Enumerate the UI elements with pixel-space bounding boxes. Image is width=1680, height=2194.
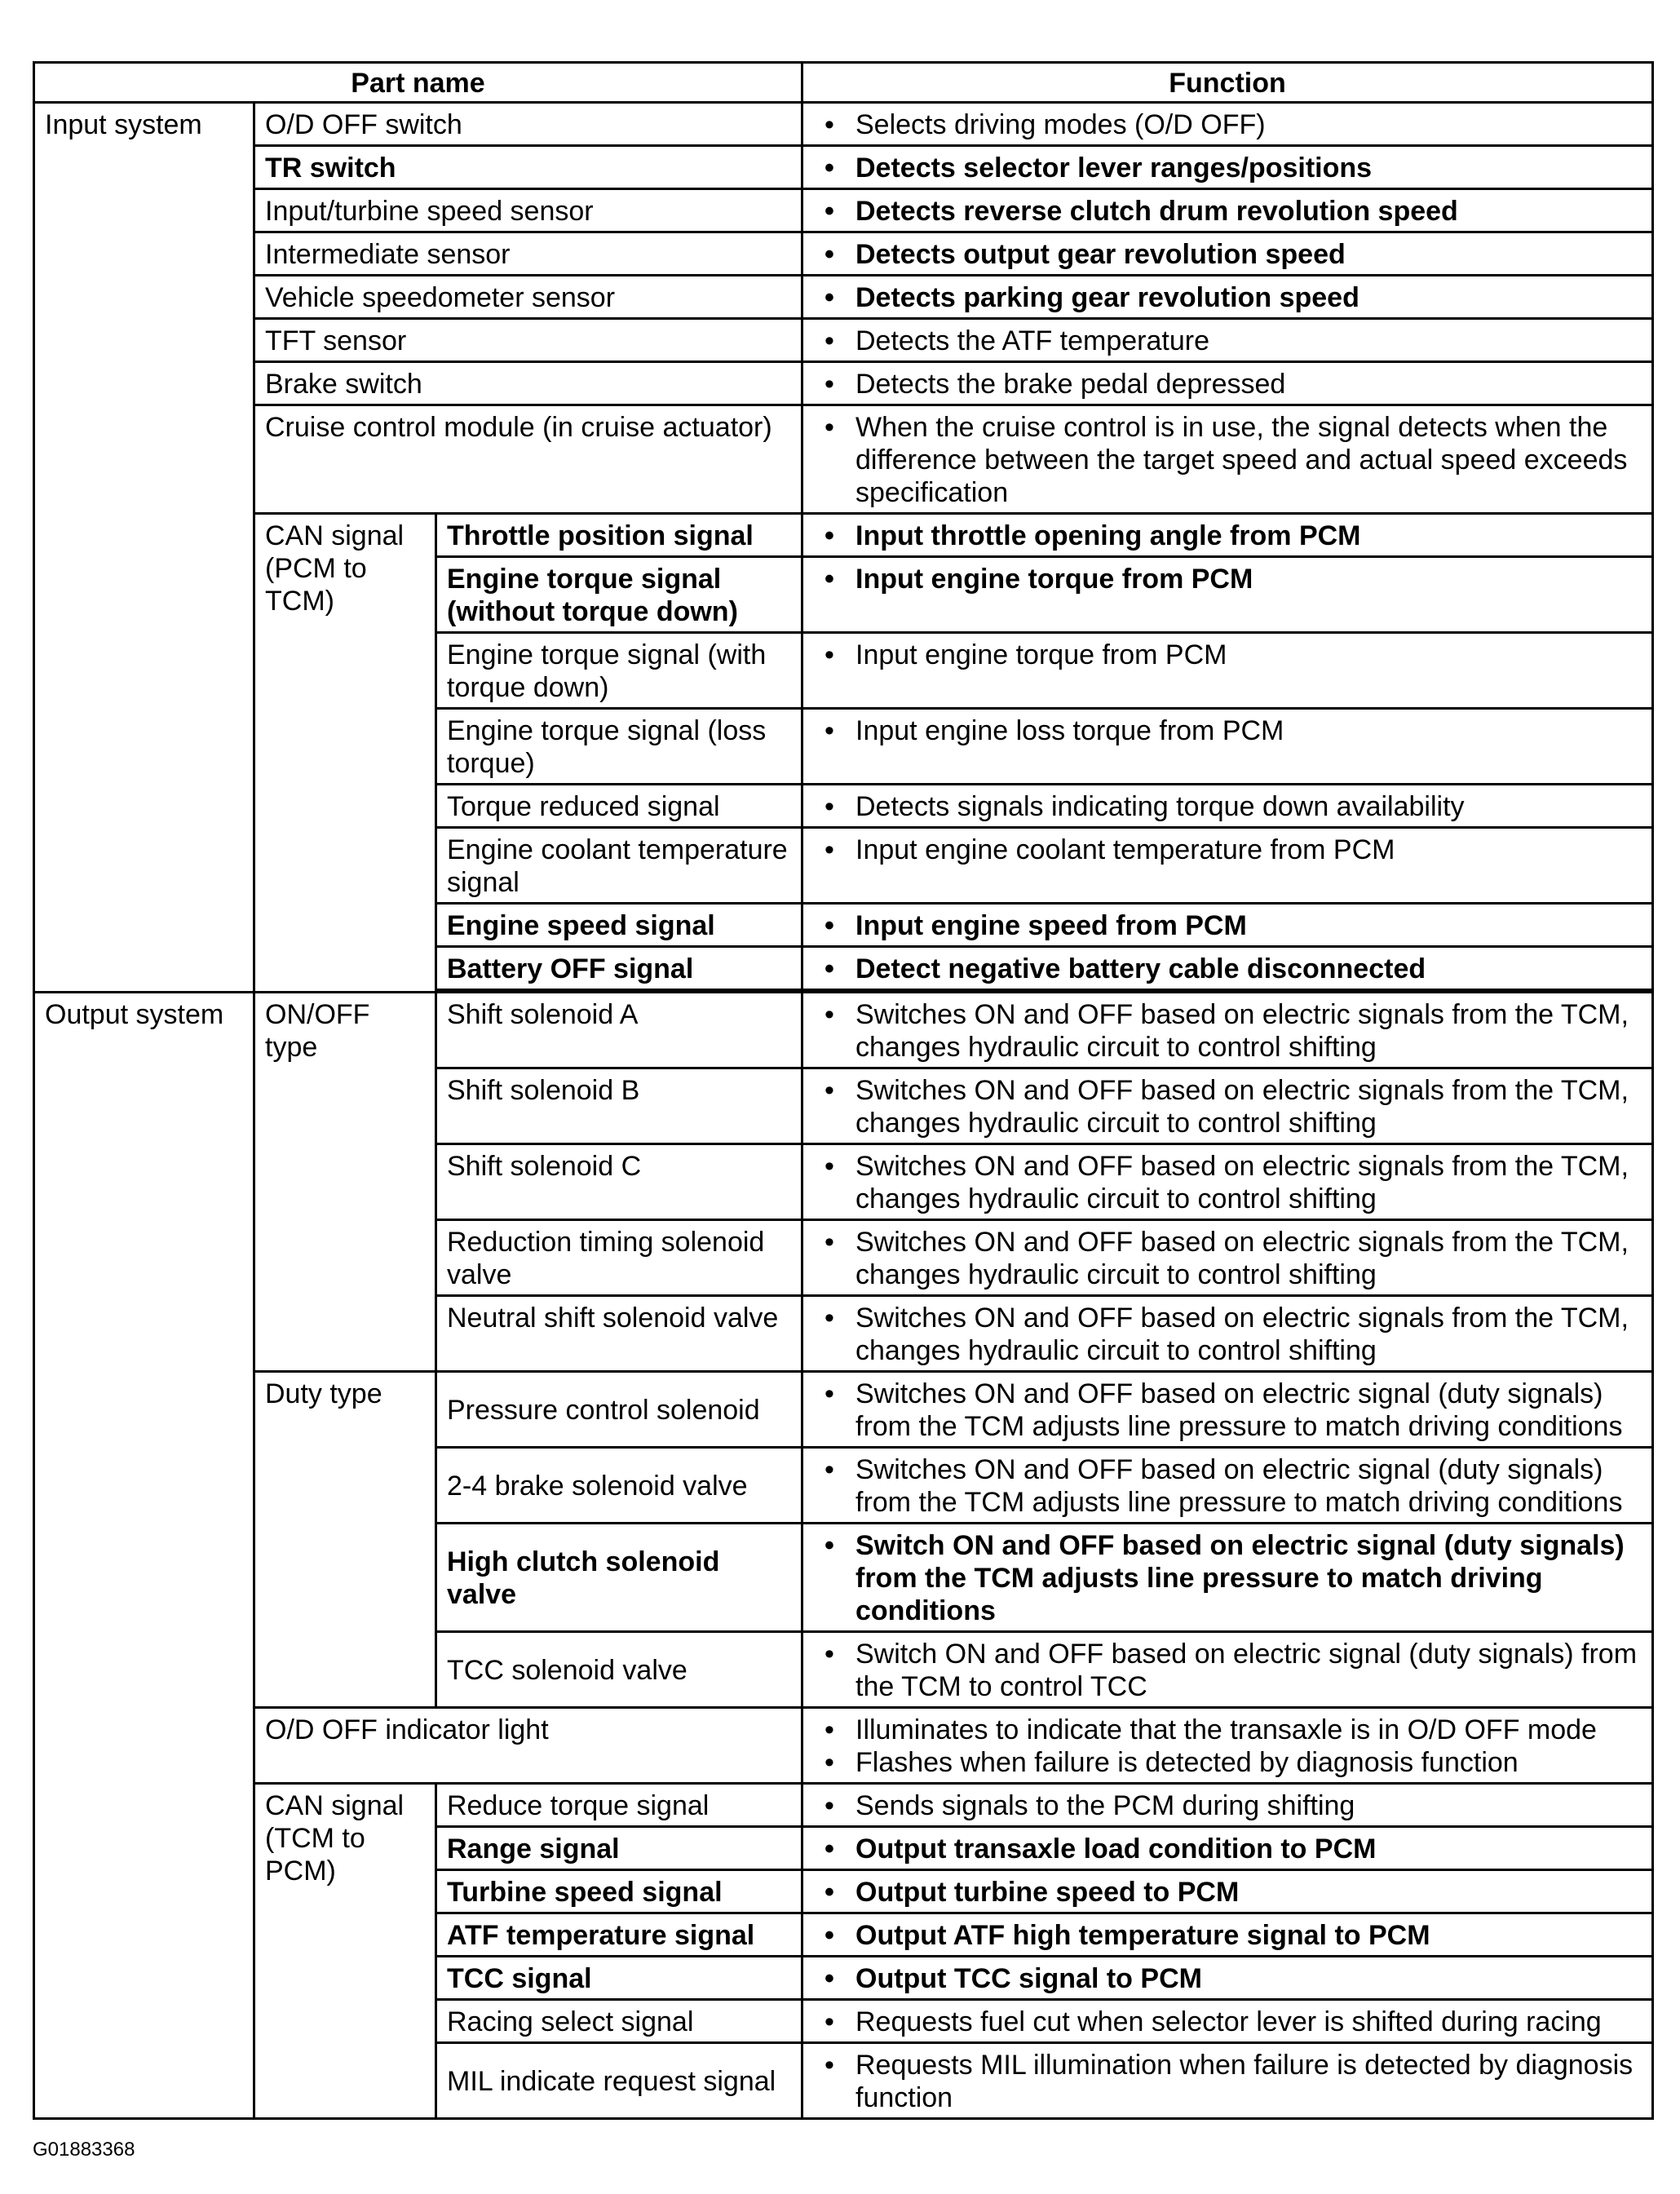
function-cell: [802, 1827, 1653, 1870]
part-cell: O/D OFF switch: [254, 103, 802, 146]
function-item: • Detects reverse clutch drum revolution speed: [813, 195, 1643, 228]
function-cell: [802, 1372, 1653, 1448]
part-cell: Racing select signal: [436, 2000, 802, 2043]
part-cell: Battery OFF signal: [436, 947, 802, 990]
table-row: [34, 1708, 1653, 1784]
function-cell: [802, 232, 1653, 276]
table-row: [34, 146, 1653, 189]
function-item: • Requests MIL illumination when failure is detected by diagnosis function: [813, 2049, 1643, 2114]
header-row: [34, 63, 1653, 103]
function-cell: [802, 1913, 1653, 1957]
function-cell: [802, 1708, 1653, 1784]
function-cell: [802, 1144, 1653, 1220]
function-item: • Switches ON and OFF based on electric signal (duty signals) from the TCM adjusts line pressure to match driving conditions: [813, 1453, 1643, 1519]
function-item: • Input engine loss torque from PCM: [813, 714, 1643, 747]
function-cell: [802, 362, 1653, 405]
table-row: [34, 362, 1653, 405]
part-cell: Engine speed signal: [436, 904, 802, 947]
table-row: [34, 993, 1653, 1068]
function-item: • Switch ON and OFF based on electric signal (duty signals) from the TCM to control TCC: [813, 1638, 1643, 1703]
function-cell: [802, 2000, 1653, 2043]
function-cell: [802, 103, 1653, 146]
function-item: • Detects the brake pedal depressed: [813, 368, 1643, 400]
function-cell: [802, 993, 1653, 1068]
function-item: • Illuminates to indicate that the transaxle is in O/D OFF mode: [813, 1714, 1643, 1746]
function-cell: [802, 785, 1653, 828]
table-row: [34, 232, 1653, 276]
function-cell: [802, 1632, 1653, 1708]
function-item: • Input engine coolant temperature from PCM: [813, 834, 1643, 866]
function-cell: [802, 319, 1653, 362]
function-item: • Selects driving modes (O/D OFF): [813, 108, 1643, 141]
function-item: • Switches ON and OFF based on electric signals from the TCM, changes hydraulic circuit to control shifting: [813, 1302, 1643, 1367]
function-item: • Switches ON and OFF based on electric signal (duty signals) from the TCM adjusts line pressure to match driving conditions: [813, 1378, 1643, 1443]
function-cell: [802, 1524, 1653, 1632]
part-cell: Turbine speed signal: [436, 1870, 802, 1913]
function-cell: [802, 2043, 1653, 2119]
table-row: [34, 1784, 1653, 1827]
part-cell: Shift solenoid C: [436, 1144, 802, 1220]
part-cell: Reduce torque signal: [436, 1784, 802, 1827]
part-cell: 2-4 brake solenoid valve: [436, 1448, 802, 1524]
output-system-label: Output system: [34, 993, 254, 2119]
function-item: • Input throttle opening angle from PCM: [813, 520, 1643, 552]
function-item: • Output turbine speed to PCM: [813, 1876, 1643, 1909]
part-cell: TFT sensor: [254, 319, 802, 362]
function-item: • Detect negative battery cable disconnected: [813, 953, 1643, 985]
part-cell: Cruise control module (in cruise actuator): [254, 405, 802, 514]
parts-function-table: [33, 61, 1654, 2120]
function-cell: [802, 189, 1653, 232]
part-cell: Range signal: [436, 1827, 802, 1870]
function-item: • Input engine torque from PCM: [813, 563, 1643, 595]
function-header: Function: [802, 63, 1653, 103]
function-cell: [802, 557, 1653, 633]
function-cell: [802, 904, 1653, 947]
part-cell: Vehicle speedometer sensor: [254, 276, 802, 319]
function-item: • Switches ON and OFF based on electric signals from the TCM, changes hydraulic circuit to control shifting: [813, 1226, 1643, 1291]
part-cell: MIL indicate request signal: [436, 2043, 802, 2119]
part-cell: Engine torque signal (with torque down): [436, 633, 802, 709]
function-cell: [802, 1784, 1653, 1827]
part-cell: Engine coolant temperature signal: [436, 828, 802, 904]
function-cell: [802, 828, 1653, 904]
part-cell: Intermediate sensor: [254, 232, 802, 276]
function-cell: [802, 1870, 1653, 1913]
table-row: [34, 103, 1653, 146]
function-item: • Detects parking gear revolution speed: [813, 281, 1643, 314]
function-cell: [802, 633, 1653, 709]
function-item: • Input engine torque from PCM: [813, 639, 1643, 671]
function-cell: [802, 709, 1653, 785]
table-row: [34, 319, 1653, 362]
part-cell: Throttle position signal: [436, 514, 802, 557]
part-name-header: Part name: [34, 63, 802, 103]
input-system-label: Input system: [34, 103, 254, 993]
function-cell: [802, 514, 1653, 557]
function-cell: [802, 276, 1653, 319]
part-cell: High clutch solenoid valve: [436, 1524, 802, 1632]
part-cell: O/D OFF indicator light: [254, 1708, 802, 1784]
function-item: • Requests fuel cut when selector lever is shifted during racing: [813, 2006, 1643, 2038]
table-row: [34, 405, 1653, 514]
part-cell: TCC signal: [436, 1957, 802, 2000]
part-cell: Brake switch: [254, 362, 802, 405]
figure-code: G01883368: [33, 2139, 135, 2161]
can-pcm-to-tcm-label: CAN signal (PCM to TCM): [254, 514, 436, 993]
part-cell: Engine torque signal (without torque down): [436, 557, 802, 633]
function-item: • Detects the ATF temperature: [813, 325, 1643, 357]
onoff-type-label: ON/OFF type: [254, 993, 436, 1372]
part-cell: Torque reduced signal: [436, 785, 802, 828]
function-item: • Switch ON and OFF based on electric signal (duty signals) from the TCM adjusts line pressure to match driving conditions: [813, 1529, 1643, 1627]
function-item: • Switches ON and OFF based on electric signals from the TCM, changes hydraulic circuit to control shifting: [813, 998, 1643, 1064]
parts-table-container: [33, 61, 1651, 2120]
function-item: • Output TCC signal to PCM: [813, 1962, 1643, 1995]
table-row: [34, 189, 1653, 232]
function-item: • Sends signals to the PCM during shifting: [813, 1789, 1643, 1822]
function-item: • Output transaxle load condition to PCM: [813, 1833, 1643, 1865]
function-cell: [802, 1296, 1653, 1372]
function-cell: [802, 947, 1653, 990]
function-cell: [802, 1068, 1653, 1144]
function-cell: [802, 1957, 1653, 2000]
function-item: • Switches ON and OFF based on electric signals from the TCM, changes hydraulic circuit to control shifting: [813, 1074, 1643, 1139]
part-cell: TCC solenoid valve: [436, 1632, 802, 1708]
function-item: • Input engine speed from PCM: [813, 909, 1643, 942]
function-item: • Switches ON and OFF based on electric signals from the TCM, changes hydraulic circuit to control shifting: [813, 1150, 1643, 1215]
function-cell: [802, 146, 1653, 189]
table-row: [34, 276, 1653, 319]
part-cell: Neutral shift solenoid valve: [436, 1296, 802, 1372]
function-item: • Detects signals indicating torque down availability: [813, 790, 1643, 823]
part-cell: Input/turbine speed sensor: [254, 189, 802, 232]
duty-type-label: Duty type: [254, 1372, 436, 1708]
part-cell: Shift solenoid B: [436, 1068, 802, 1144]
function-item: • When the cruise control is in use, the signal detects when the difference between the target speed and actual speed exceeds specification: [813, 411, 1643, 509]
function-cell: [802, 405, 1653, 514]
part-cell: Reduction timing solenoid valve: [436, 1220, 802, 1296]
table-row: [34, 1372, 1653, 1448]
function-cell: [802, 1448, 1653, 1524]
part-cell: TR switch: [254, 146, 802, 189]
part-cell: Engine torque signal (loss torque): [436, 709, 802, 785]
function-item: • Detects output gear revolution speed: [813, 238, 1643, 271]
part-cell: ATF temperature signal: [436, 1913, 802, 1957]
function-cell: [802, 1220, 1653, 1296]
table-row: [34, 514, 1653, 557]
part-cell: Shift solenoid A: [436, 993, 802, 1068]
part-cell: Pressure control solenoid: [436, 1372, 802, 1448]
function-item: • Detects selector lever ranges/positions: [813, 152, 1643, 184]
function-item: • Flashes when failure is detected by diagnosis function: [813, 1746, 1643, 1779]
can-tcm-to-pcm-label: CAN signal (TCM to PCM): [254, 1784, 436, 2119]
function-item: • Output ATF high temperature signal to PCM: [813, 1919, 1643, 1952]
